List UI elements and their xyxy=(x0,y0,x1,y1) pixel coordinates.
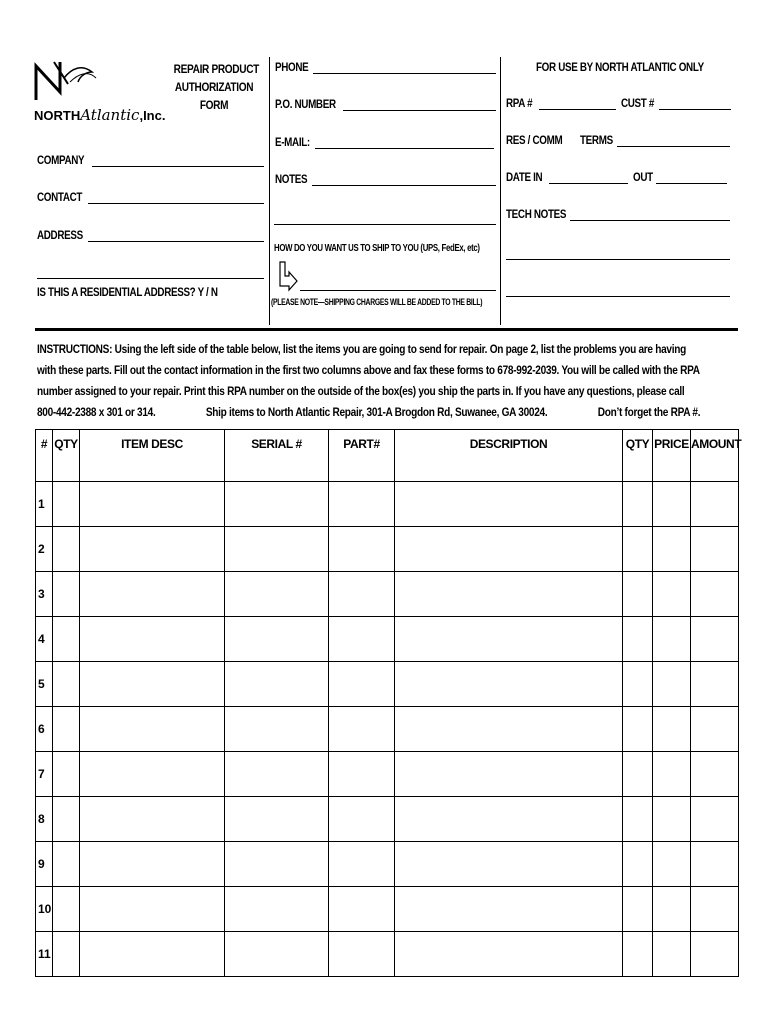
instructions-line-1: INSTRUCTIONS: Using the left side of the table below, list the items you are going to send for repair. On page 2, list the problems you are having xyxy=(37,342,686,356)
ship-method-question: HOW DO YOU WANT US TO SHIP TO YOU (UPS, FedEx, etc) xyxy=(274,243,480,254)
amount-cell[interactable] xyxy=(691,662,739,707)
description-cell[interactable] xyxy=(395,482,623,527)
part-cell[interactable] xyxy=(329,527,395,572)
po-number-label: P.O. NUMBER xyxy=(275,97,336,111)
price-cell[interactable] xyxy=(653,527,691,572)
item-desc-cell[interactable] xyxy=(80,707,225,752)
qty-2-cell[interactable] xyxy=(623,932,653,977)
amount-cell[interactable] xyxy=(691,617,739,662)
part-cell[interactable] xyxy=(329,572,395,617)
qty-cell[interactable] xyxy=(53,572,80,617)
part-cell[interactable] xyxy=(329,842,395,887)
description-cell[interactable] xyxy=(395,527,623,572)
serial-cell[interactable] xyxy=(225,662,329,707)
item-desc-cell[interactable] xyxy=(80,752,225,797)
amount-cell[interactable] xyxy=(691,887,739,932)
qty-cell[interactable] xyxy=(53,752,80,797)
row-number: 7 xyxy=(36,752,53,797)
table-row xyxy=(36,527,739,572)
part-cell[interactable] xyxy=(329,797,395,842)
price-cell[interactable] xyxy=(653,662,691,707)
col-header-price: PRICE xyxy=(653,430,691,482)
ship-method-field[interactable] xyxy=(300,290,496,291)
table-row xyxy=(36,662,739,707)
address-label: ADDRESS xyxy=(37,228,83,242)
cust-label: CUST # xyxy=(621,96,655,110)
amount-cell[interactable] xyxy=(691,572,739,617)
row-number: 11 xyxy=(36,932,53,977)
serial-cell[interactable] xyxy=(225,842,329,887)
description-cell[interactable] xyxy=(395,887,623,932)
serial-cell[interactable] xyxy=(225,887,329,932)
address-field-line-2[interactable] xyxy=(37,278,264,279)
table-header-row xyxy=(36,430,739,482)
row-number: 8 xyxy=(36,797,53,842)
north-atlantic-logo-mark xyxy=(34,56,164,108)
qty-2-cell[interactable] xyxy=(623,572,653,617)
price-cell[interactable] xyxy=(653,887,691,932)
phone-label: PHONE xyxy=(275,60,309,74)
serial-cell[interactable] xyxy=(225,527,329,572)
row-number: 5 xyxy=(36,662,53,707)
items-table xyxy=(35,429,742,977)
part-cell[interactable] xyxy=(329,752,395,797)
contact-label: CONTACT xyxy=(37,190,83,204)
description-cell[interactable] xyxy=(395,572,623,617)
price-cell[interactable] xyxy=(653,482,691,527)
res-comm-label: RES / COMM xyxy=(506,133,563,147)
item-desc-cell[interactable] xyxy=(80,662,225,707)
company-label: COMPANY xyxy=(37,153,85,167)
col-header-qty-2: QTY xyxy=(623,430,653,482)
amount-cell[interactable] xyxy=(691,932,739,977)
row-number: 9 xyxy=(36,842,53,887)
col-header-item-desc: ITEM DESC xyxy=(80,430,225,482)
qty-cell[interactable] xyxy=(53,887,80,932)
instructions-line-4: 800-442-2388 x 301 or 314. Ship items to North Atlantic Repair, 301-A Brogdon Rd, Suwanee, GA 30024. Don’t forget the RPA #. xyxy=(37,405,701,419)
col-header-number: # xyxy=(36,430,53,482)
office-use-heading: FOR USE BY NORTH ATLANTIC ONLY xyxy=(536,60,704,74)
table-row xyxy=(36,797,739,842)
qty-2-cell[interactable] xyxy=(623,887,653,932)
qty-cell[interactable] xyxy=(53,527,80,572)
amount-cell[interactable] xyxy=(691,842,739,887)
part-cell[interactable] xyxy=(329,932,395,977)
description-cell[interactable] xyxy=(395,932,623,977)
tech-notes-field-line-2[interactable] xyxy=(506,259,730,260)
serial-cell[interactable] xyxy=(225,572,329,617)
tech-notes-label: TECH NOTES xyxy=(506,207,567,221)
item-desc-cell[interactable] xyxy=(80,797,225,842)
price-cell[interactable] xyxy=(653,752,691,797)
item-desc-cell[interactable] xyxy=(80,482,225,527)
item-desc-cell[interactable] xyxy=(80,842,225,887)
header-divider-right xyxy=(500,57,501,325)
serial-cell[interactable] xyxy=(225,707,329,752)
price-cell[interactable] xyxy=(653,932,691,977)
phone-field[interactable] xyxy=(313,73,496,74)
item-desc-cell[interactable] xyxy=(80,617,225,662)
terms-field[interactable] xyxy=(617,146,730,147)
company-field[interactable] xyxy=(92,166,264,167)
description-cell[interactable] xyxy=(395,752,623,797)
qty-cell[interactable] xyxy=(53,482,80,527)
price-cell[interactable] xyxy=(653,707,691,752)
item-desc-cell[interactable] xyxy=(80,572,225,617)
col-header-amount: AMOUNT xyxy=(691,430,739,482)
amount-cell[interactable] xyxy=(691,797,739,842)
cust-field[interactable] xyxy=(659,109,731,110)
rpa-field[interactable] xyxy=(539,109,616,110)
row-number: 1 xyxy=(36,482,53,527)
email-label: E-MAIL: xyxy=(275,135,310,149)
row-number: 6 xyxy=(36,707,53,752)
section-divider xyxy=(35,328,738,331)
description-cell[interactable] xyxy=(395,707,623,752)
contact-field[interactable] xyxy=(88,203,264,204)
table-row xyxy=(36,842,739,887)
row-number: 4 xyxy=(36,617,53,662)
terms-label: TERMS xyxy=(580,133,613,147)
part-cell[interactable] xyxy=(329,617,395,662)
notes-field-line-1[interactable] xyxy=(312,185,496,186)
serial-cell[interactable] xyxy=(225,482,329,527)
address-field-line-1[interactable] xyxy=(88,241,264,242)
table-row xyxy=(36,572,739,617)
price-cell[interactable] xyxy=(653,842,691,887)
qty-2-cell[interactable] xyxy=(623,662,653,707)
residential-question: IS THIS A RESIDENTIAL ADDRESS? Y / N xyxy=(37,285,218,299)
qty-cell[interactable] xyxy=(53,617,80,662)
serial-cell[interactable] xyxy=(225,617,329,662)
table-row xyxy=(36,752,739,797)
arrow-down-right-icon xyxy=(275,260,299,292)
date-in-field[interactable] xyxy=(549,183,628,184)
qty-cell[interactable] xyxy=(53,662,80,707)
price-cell[interactable] xyxy=(653,617,691,662)
date-in-label: DATE IN xyxy=(506,170,543,184)
item-desc-cell[interactable] xyxy=(80,887,225,932)
qty-2-cell[interactable] xyxy=(623,752,653,797)
instructions-block xyxy=(37,339,737,423)
serial-cell[interactable] xyxy=(225,797,329,842)
qty-2-cell[interactable] xyxy=(623,842,653,887)
po-number-field[interactable] xyxy=(343,110,496,111)
amount-cell[interactable] xyxy=(691,707,739,752)
qty-cell[interactable] xyxy=(53,797,80,842)
notes-label: NOTES xyxy=(275,172,308,186)
qty-2-cell[interactable] xyxy=(623,707,653,752)
qty-cell[interactable] xyxy=(53,842,80,887)
part-cell[interactable] xyxy=(329,707,395,752)
tech-notes-field-line-1[interactable] xyxy=(570,220,730,221)
instructions-line-3: number assigned to your repair. Print this RPA number on the outside of the box(es) you ship the parts in. If you have any questions, please call xyxy=(37,384,685,398)
company-logo xyxy=(34,56,164,128)
description-cell[interactable] xyxy=(395,797,623,842)
qty-2-cell[interactable] xyxy=(623,527,653,572)
table-row xyxy=(36,482,739,527)
amount-cell[interactable] xyxy=(691,482,739,527)
notes-field-line-2[interactable] xyxy=(274,224,496,225)
item-desc-cell[interactable] xyxy=(80,932,225,977)
instructions-line-2: with these parts. Fill out the contact information in the first two columns above and fax these forms to 678-992-2039. You will be called with the RPA xyxy=(37,363,700,377)
serial-cell[interactable] xyxy=(225,752,329,797)
qty-cell[interactable] xyxy=(53,707,80,752)
description-cell[interactable] xyxy=(395,617,623,662)
col-header-serial: SERIAL # xyxy=(225,430,329,482)
qty-2-cell[interactable] xyxy=(623,617,653,662)
description-cell[interactable] xyxy=(395,842,623,887)
out-label: OUT xyxy=(633,170,653,184)
amount-cell[interactable] xyxy=(691,527,739,572)
part-cell[interactable] xyxy=(329,482,395,527)
table-row xyxy=(36,932,739,977)
row-number: 3 xyxy=(36,572,53,617)
price-cell[interactable] xyxy=(653,797,691,842)
table-row xyxy=(36,707,739,752)
qty-cell[interactable] xyxy=(53,932,80,977)
form-title: REPAIR PRODUCT AUTHORIZATION FORM xyxy=(173,62,259,112)
table-row xyxy=(36,887,739,932)
rpa-label: RPA # xyxy=(506,96,533,110)
email-field[interactable] xyxy=(315,148,494,149)
description-cell[interactable] xyxy=(395,662,623,707)
table-row xyxy=(36,617,739,662)
row-number: 10 xyxy=(36,887,53,932)
qty-2-cell[interactable] xyxy=(623,797,653,842)
logo-wordmark: NORTHAtlantic,Inc. xyxy=(34,106,166,124)
qty-2-cell[interactable] xyxy=(623,482,653,527)
header-divider-left xyxy=(269,57,270,325)
col-header-qty: QTY xyxy=(53,430,80,482)
amount-cell[interactable] xyxy=(691,752,739,797)
row-number: 2 xyxy=(36,527,53,572)
part-cell[interactable] xyxy=(329,662,395,707)
tech-notes-field-line-3[interactable] xyxy=(506,296,730,297)
col-header-description: DESCRIPTION xyxy=(395,430,623,482)
shipping-charges-note: (PLEASE NOTE—SHIPPING CHARGES WILL BE ADDED TO THE BILL) xyxy=(271,297,483,307)
out-field[interactable] xyxy=(656,183,727,184)
item-desc-cell[interactable] xyxy=(80,527,225,572)
serial-cell[interactable] xyxy=(225,932,329,977)
price-cell[interactable] xyxy=(653,572,691,617)
col-header-part: PART# xyxy=(329,430,395,482)
part-cell[interactable] xyxy=(329,887,395,932)
